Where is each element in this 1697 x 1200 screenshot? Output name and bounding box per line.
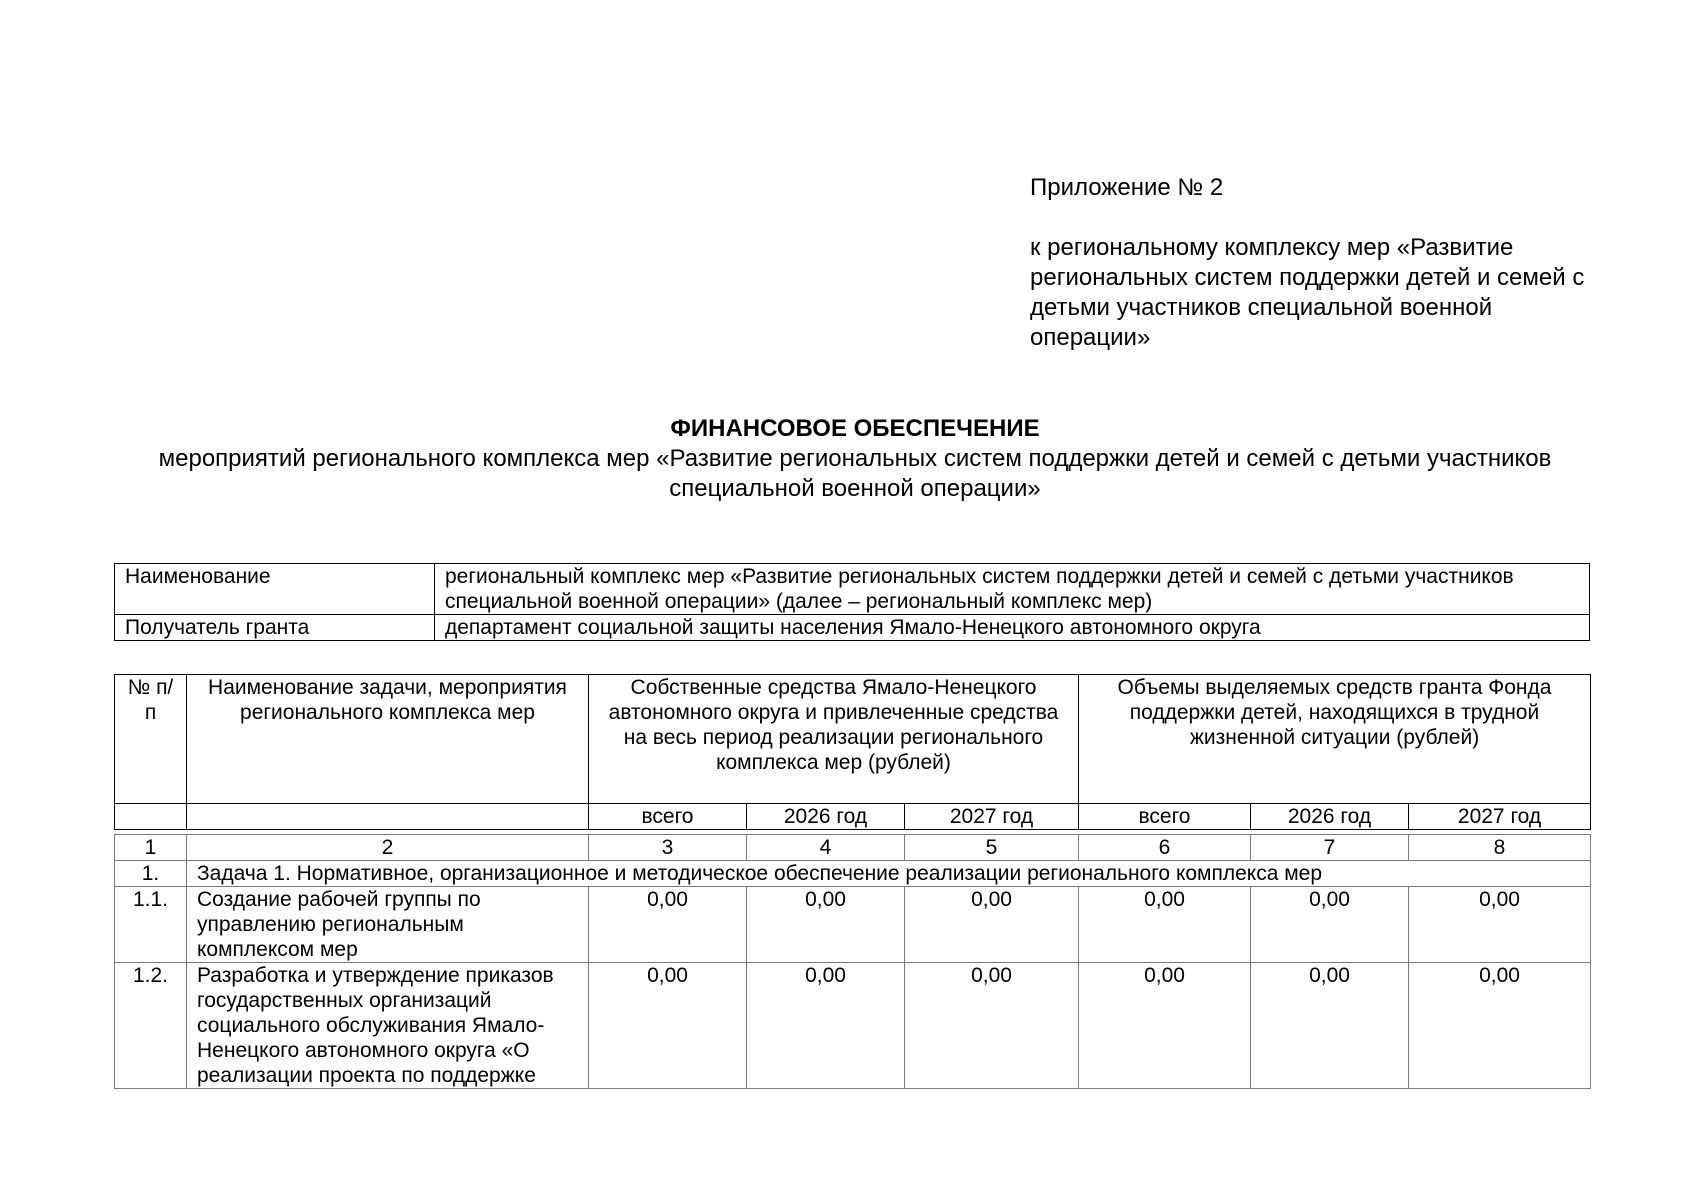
info-label: Наименование xyxy=(115,564,435,615)
subheader-cell: 2026 год xyxy=(747,804,905,830)
row-num: 1.2. xyxy=(115,963,187,1089)
subheader-cell: всего xyxy=(589,804,747,830)
column-number: 6 xyxy=(1079,835,1251,861)
title-main: ФИНАНСОВОЕ ОБЕСПЕЧЕНИЕ xyxy=(670,415,1040,442)
row-num: 1.1. xyxy=(115,887,187,963)
header-name: Наименование задачи, мероприятия регионального комплекса мер xyxy=(187,675,589,804)
table-row xyxy=(115,887,1591,963)
subheader-cell: 2027 год xyxy=(905,804,1079,830)
appendix-text: к региональному комплексу мер «Развитие региональных систем поддержки детей и семей с детьми участников специальной военной операции» xyxy=(1030,234,1585,351)
row-value: 0,00 xyxy=(905,963,1079,1089)
column-number: 4 xyxy=(747,835,905,861)
info-value: департамент социальной защиты населения Ямало-Ненецкого автономного округа xyxy=(435,615,1590,641)
title-sub: мероприятий регионального комплекса мер «Развитие региональных систем поддержки детей и семей с детьми участников специальной военной операции» xyxy=(158,445,1552,502)
header-own-funds: Собственные средства Ямало-Ненецкого автономного округа и привлеченные средства на весь период реализации регионального комплекса мер (рублей) xyxy=(589,675,1079,804)
row-value: 0,00 xyxy=(1409,963,1591,1089)
document-title xyxy=(115,414,1595,504)
column-number: 7 xyxy=(1251,835,1409,861)
subheader-cell: всего xyxy=(1079,804,1251,830)
info-row-name xyxy=(115,564,1590,615)
column-number: 3 xyxy=(589,835,747,861)
subheader-empty xyxy=(115,804,187,830)
row-value: 0,00 xyxy=(905,887,1079,963)
row-value: 0,00 xyxy=(747,887,905,963)
task-row xyxy=(115,861,1591,887)
subheader-cell: 2026 год xyxy=(1251,804,1409,830)
task-num: 1. xyxy=(115,861,187,887)
column-number-row xyxy=(115,835,1591,861)
appendix-block xyxy=(1030,173,1590,353)
column-number: 2 xyxy=(187,835,589,861)
info-value: региональный комплекс мер «Развитие региональных систем поддержки детей и семей с детьми участников специальной военной операции» (далее – региональный комплекс мер) xyxy=(435,564,1590,615)
info-label: Получатель гранта xyxy=(115,615,435,641)
subheader-empty xyxy=(187,804,589,830)
header-row xyxy=(115,675,1591,804)
header-grant-funds: Объемы выделяемых средств гранта Фонда поддержки детей, находящихся в трудной жизненной ситуации (рублей) xyxy=(1079,675,1591,804)
appendix-number: Приложение № 2 xyxy=(1030,174,1224,201)
row-value: 0,00 xyxy=(1251,963,1409,1089)
subheader-cell: 2027 год xyxy=(1409,804,1591,830)
finance-table xyxy=(114,674,1591,1089)
table-row xyxy=(115,963,1591,1089)
row-value: 0,00 xyxy=(589,963,747,1089)
header-num: № п/п xyxy=(115,675,187,804)
row-name: Создание рабочей группы по управлению региональным комплексом мер xyxy=(187,887,589,963)
info-row-recipient xyxy=(115,615,1590,641)
row-value: 0,00 xyxy=(747,963,905,1089)
subheader-row xyxy=(115,804,1591,830)
column-number: 1 xyxy=(115,835,187,861)
column-number: 8 xyxy=(1409,835,1591,861)
row-name: Разработка и утверждение приказов государственных организаций социального обслуживания Ямало-Ненецкого автономного округа «О реализации проекта по поддержке xyxy=(187,963,589,1089)
column-number: 5 xyxy=(905,835,1079,861)
task-text: Задача 1. Нормативное, организационное и методическое обеспечение реализации регионального комплекса мер xyxy=(187,861,1591,887)
row-value: 0,00 xyxy=(589,887,747,963)
row-value: 0,00 xyxy=(1079,963,1251,1089)
row-value: 0,00 xyxy=(1079,887,1251,963)
row-value: 0,00 xyxy=(1251,887,1409,963)
row-value: 0,00 xyxy=(1409,887,1591,963)
info-table xyxy=(114,563,1590,641)
